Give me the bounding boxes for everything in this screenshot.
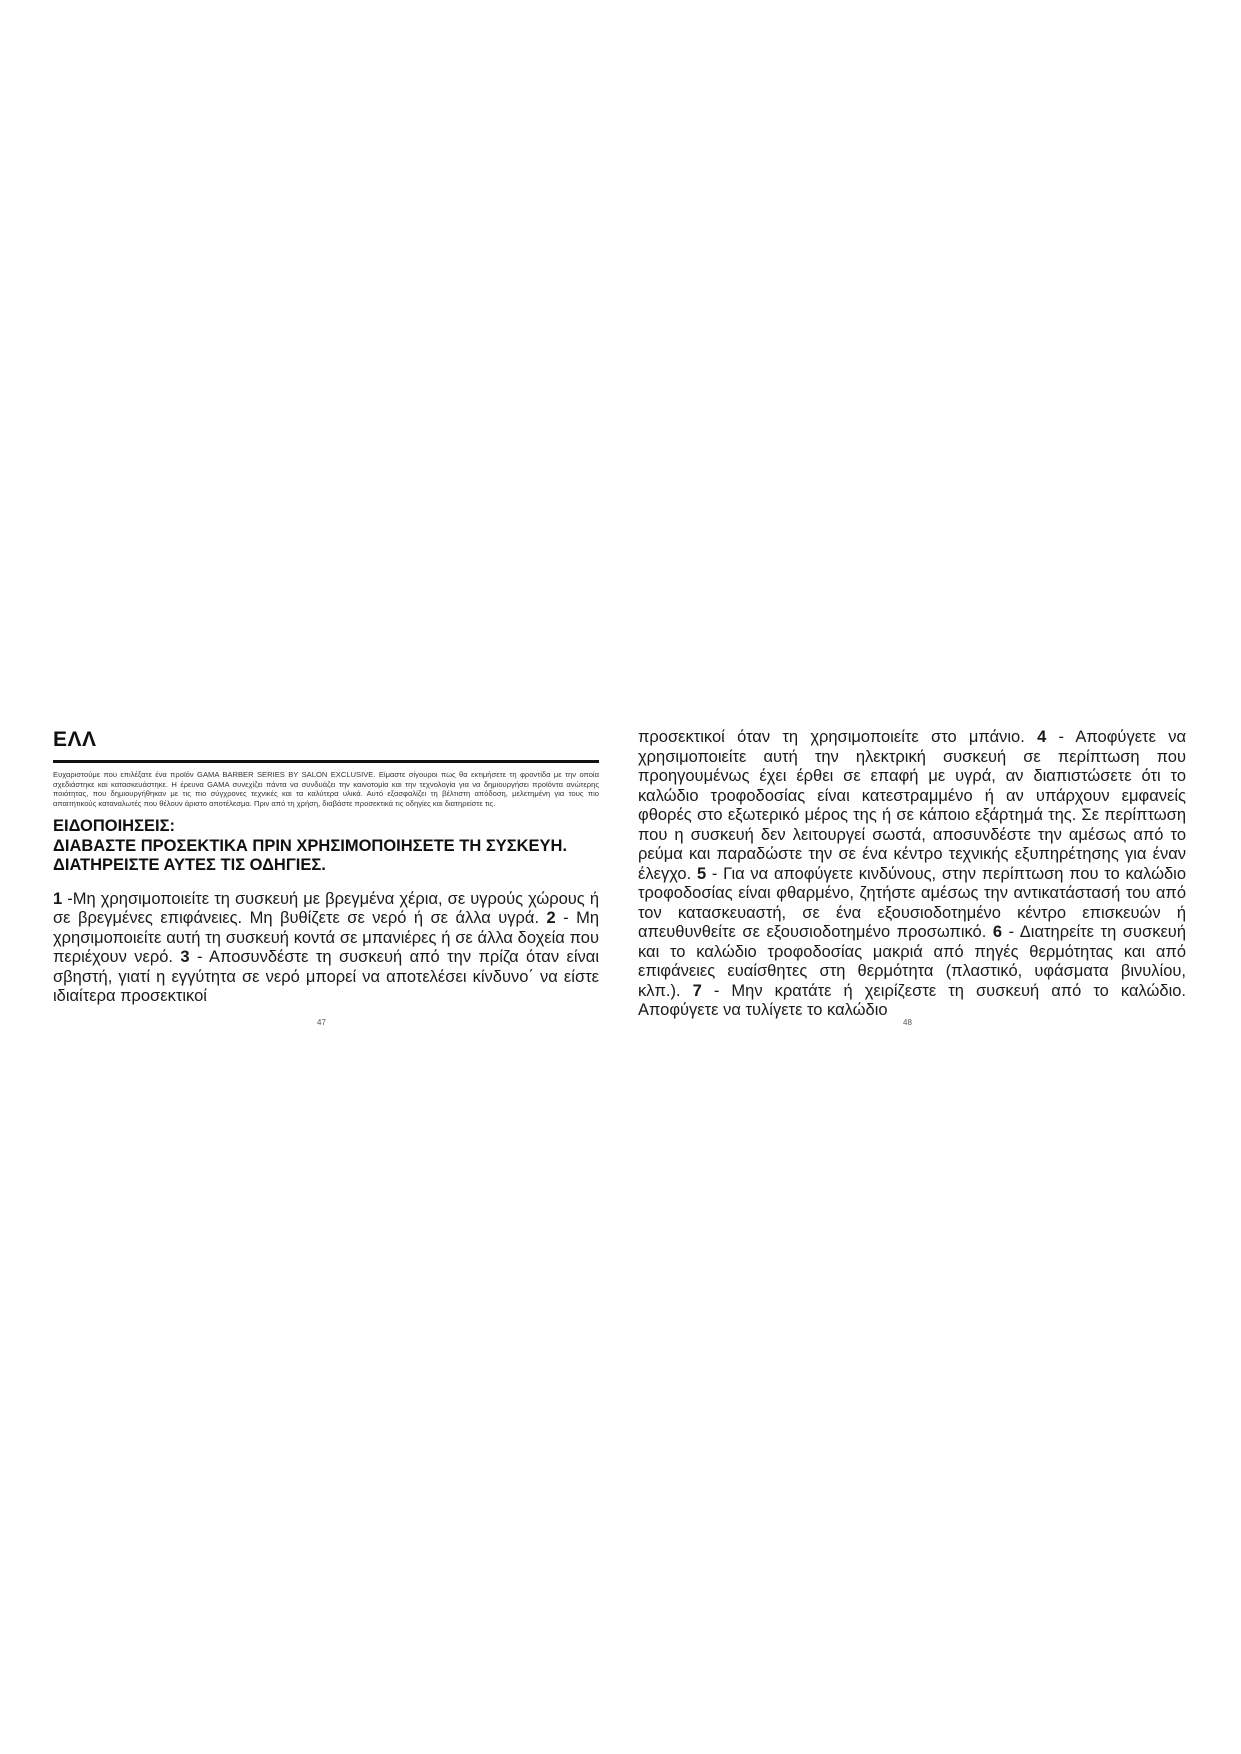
safety-instructions-left (53, 890, 599, 1007)
intro-paragraph: Ευχαριστούμε που επιλέξατε ένα προϊόν GAMA BARBER SERIES BY SALON EXCLUSIVE. Είμαστε σίγουροι πως θα εκτιμήσετε τη φροντίδα με την οποία σχεδιάστηκε και κατασκευάστηκε. Η έρευνα GAMA συνεχίζει πάντα να συνδυάζει την καινοτομία και την τεχνολογία για να δημιουργήσει προϊόντα ανώτερης ποιότητας, που δημιουργήθηκαν με τις πιο σύγχρονες τεχνικές και τα καλύτερα υλικά. Αυτό εξασφαλίζει τη βέλτιστη απόδοση, μελετημένη για τους πιο απαιτητικούς καταναλωτές που θέλουν άριστο αποτέλεσμα. Πριν από τη χρήση, διαβάστε προσεκτικά τις οδηγίες και διατηρείστε τις. (53, 770, 599, 808)
item-number-3: 3 (180, 948, 190, 966)
item-text-2: - Μη χρησιμοποιείτε αυτή τη συσκευή κοντά σε μπανιέρες ή σε άλλα δοχεία που περιέχουν νερό. (53, 909, 599, 966)
item-text-3: - Αποσυνδέστε τη συσκευή από την πρίζα όταν είναι σβηστή, γιατί η εγγύτητα σε νερό μπορεί να αποτελέσει κίνδυνο΄ να είστε ιδιαίτερα προσεκτικοί (53, 948, 599, 1005)
page-number-right: 48 (903, 1018, 912, 1027)
safety-instructions-right (638, 728, 1186, 1021)
warnings-title: ΕΙΔΟΠΟΙΗΣΕΙΣ: (53, 817, 175, 835)
read-carefully-warning: ΔΙΑΒΑΣΤΕ ΠΡΟΣΕΚΤΙΚΑ ΠΡΙΝ ΧΡΗΣΙΜΟΠΟΙΗΣΕΤΕ ΤΗ ΣΥΣΚΕΥΗ. (53, 836, 568, 855)
left-page (53, 728, 599, 1040)
page-number-left: 47 (317, 1018, 326, 1027)
item-number-5: 5 (696, 864, 707, 883)
item-number-6: 6 (992, 923, 1003, 941)
item-number-4: 4 (1037, 728, 1047, 746)
item-text-5: - Για να αποφύγετε κινδύνους, στην περίπτωση που το καλώδιο τροφοδοσίας είναι φθαρμένο, ζητήστε αμέσως την αντικατάστασή του από τον κατασκευαστή, σε ένα εξουσιοδοτημένο κέντρο επισκευών ή απευθυνθείτε σε εξουσιοδοτημένο προσωπικό. (638, 864, 1186, 941)
right-page (638, 728, 1186, 1040)
language-heading: ΕΛΛ (53, 728, 97, 751)
keep-instructions-warning: ΔΙΑΤΗΡΕΙΣΤΕ ΑΥΤΕΣ ΤΙΣ ΟΔΗΓΙΕΣ. (53, 856, 326, 874)
warnings-block (53, 817, 599, 876)
item-number-7: 7 (692, 981, 702, 1000)
item-text-4: - Αποφύγετε να χρησιμοποιείτε αυτή την ηλεκτρική συσκευή σε περίπτωση που προηγουμένως έχει έρθει σε επαφή με υγρά, αν διαπιστώσετε ότι το καλώδιο τροφοδοσίας είναι κατεστραμμένο ή αν υπάρχουν εμφανείς φθορές στο εξωτερικό μέρος της ή σε κάποιο εξάρτημά της. Σε περίπτωση που η συσκευή δεν λειτουργεί σωστά, αποσυνδέστε την αμέσως από το ρεύμα και παραδώστε την σε ένα κέντρο τεχνικής εξυπηρέτησης για έναν έλεγχο. (638, 728, 1186, 883)
item-text-1: -Μη χρησιμοποιείτε τη συσκευή με βρεγμένα χέρια, σε υγρούς χώρους ή σε βρεγμένες επιφάνειες. Μη βυθίζετε σε νερό ή σε άλλα υγρά. (53, 889, 599, 927)
heading-rule (53, 760, 599, 763)
item-number-2: 2 (546, 909, 556, 927)
item-text-3-continued: προσεκτικοί όταν τη χρησιμοποιείτε στο μπάνιο. (638, 728, 1038, 746)
item-text-6: - Διατηρείτε τη συσκευή και το καλώδιο τροφοδοσίας μακριά από πηγές θερμότητας και από επιφάνειες ευαίσθητες στη θερμότητα (πλαστικό, υφάσματα βινυλίου, κλπ.). (638, 923, 1186, 1000)
item-number-1: 1 (53, 889, 63, 908)
item-text-7: - Μην κρατάτε ή χειρίζεστε τη συσκευή από το καλώδιο. Αποφύγετε να τυλίγετε το καλώδιο (638, 981, 1186, 1019)
